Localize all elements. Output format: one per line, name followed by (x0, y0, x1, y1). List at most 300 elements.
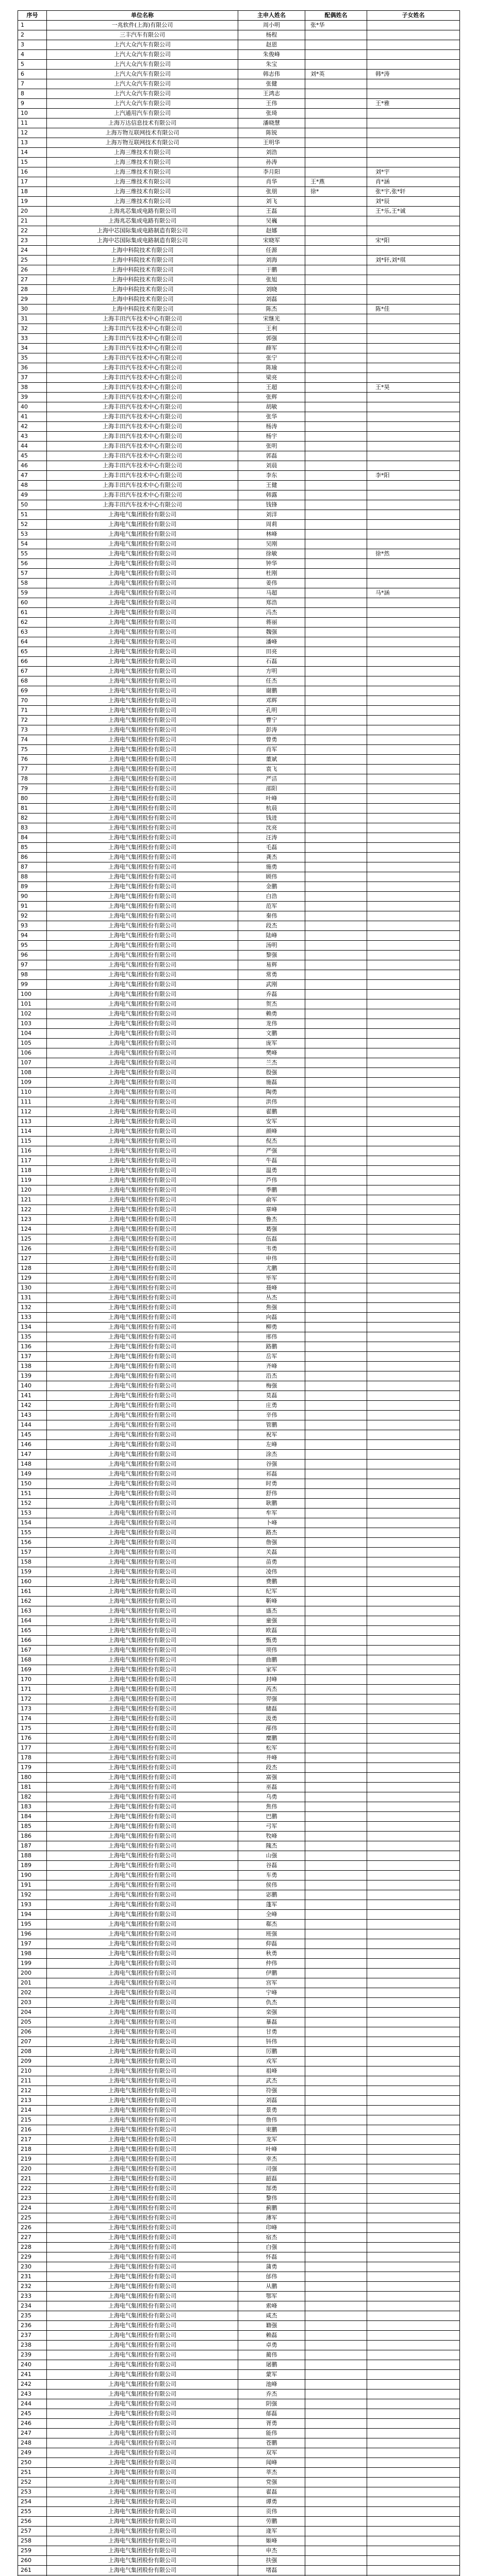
cell-child-name (367, 1841, 460, 1851)
table-row (18, 2527, 460, 2536)
cell-child-name: 陈*佳 (367, 304, 460, 314)
table-row (18, 2018, 460, 2027)
cell-unit-name: 上海电气集团股份有限公司 (47, 2184, 238, 2194)
table-row (18, 402, 460, 412)
cell-no: 173 (18, 1704, 47, 1714)
cell-unit-name: 上海电气集团股份有限公司 (47, 745, 238, 755)
cell-spouse-name (305, 1371, 367, 1381)
cell-spouse-name (305, 1489, 367, 1499)
cell-spouse-name (305, 2311, 367, 2321)
cell-no: 92 (18, 911, 47, 921)
cell-spouse-name (305, 432, 367, 442)
cell-child-name (367, 1743, 460, 1753)
cell-no: 249 (18, 2448, 47, 2458)
cell-child-name (367, 1920, 460, 1929)
cell-no: 190 (18, 1871, 47, 1880)
cell-spouse-name (305, 1420, 367, 1430)
cell-unit-name: 上海电气集团股份有限公司 (47, 530, 238, 539)
cell-applicant-name: 钱锋 (238, 500, 305, 510)
cell-unit-name: 上海三维技术有限公司 (47, 197, 238, 207)
cell-child-name (367, 216, 460, 226)
cell-unit-name: 上海电气集团股份有限公司 (47, 1734, 238, 1743)
cell-spouse-name (305, 138, 367, 148)
cell-applicant-name: 柳勇 (238, 1323, 305, 1332)
cell-child-name (367, 1068, 460, 1078)
cell-applicant-name: 籍强 (238, 2321, 305, 2331)
cell-no: 141 (18, 1391, 47, 1401)
cell-no: 16 (18, 167, 47, 177)
cell-unit-name: 上海电气集团股份有限公司 (47, 2301, 238, 2311)
cell-applicant-name: 储磊 (238, 1704, 305, 1714)
table-row (18, 882, 460, 892)
cell-no: 144 (18, 1420, 47, 1430)
cell-applicant-name: 杨宇 (238, 432, 305, 442)
cell-spouse-name (305, 520, 367, 530)
cell-applicant-name: 童强 (238, 1616, 305, 1626)
cell-child-name (367, 706, 460, 716)
cell-unit-name: 上海电气集团股份有限公司 (47, 980, 238, 990)
table-row (18, 50, 460, 60)
cell-unit-name: 上海电气集团股份有限公司 (47, 2174, 238, 2184)
cell-applicant-name: 郭磊 (238, 451, 305, 461)
cell-applicant-name: 弓军 (238, 1822, 305, 1832)
table-row (18, 2321, 460, 2331)
cell-spouse-name (305, 2487, 367, 2497)
cell-no: 154 (18, 1518, 47, 1528)
cell-unit-name: 上汽大众汽车有限公司 (47, 99, 238, 109)
table-row (18, 1509, 460, 1518)
cell-applicant-name: 任源 (238, 246, 305, 256)
cell-applicant-name: 汤明 (238, 941, 305, 951)
table-row (18, 2076, 460, 2086)
table-row (18, 490, 460, 500)
table-row (18, 1724, 460, 1734)
cell-applicant-name: 仰磊 (238, 1939, 305, 1949)
table-row (18, 1205, 460, 1215)
cell-no: 234 (18, 2301, 47, 2311)
cell-unit-name: 上海电气集团股份有限公司 (47, 1920, 238, 1929)
cell-applicant-name: 咸杰 (238, 2311, 305, 2321)
table-row (18, 1959, 460, 1969)
cell-unit-name: 上海丰田汽车技术中心有限公司 (47, 432, 238, 442)
cell-applicant-name: 翟磊 (238, 2487, 305, 2497)
cell-no: 217 (18, 2135, 47, 2145)
table-row (18, 1714, 460, 1724)
table-row (18, 314, 460, 324)
cell-unit-name: 上海电气集团股份有限公司 (47, 1450, 238, 1460)
cell-spouse-name (305, 1538, 367, 1548)
cell-spouse-name (305, 2204, 367, 2213)
table-row (18, 40, 460, 50)
table-row (18, 814, 460, 823)
cell-unit-name: 上海电气集团股份有限公司 (47, 2370, 238, 2380)
cell-applicant-name: 宋继光 (238, 314, 305, 324)
table-row (18, 637, 460, 647)
cell-spouse-name (305, 921, 367, 931)
cell-no: 245 (18, 2409, 47, 2419)
table-row (18, 1391, 460, 1401)
cell-no: 20 (18, 207, 47, 216)
cell-no: 192 (18, 1890, 47, 1900)
cell-child-name (367, 902, 460, 911)
table-row (18, 902, 460, 911)
table-row (18, 1371, 460, 1381)
cell-child-name (367, 128, 460, 138)
cell-no: 105 (18, 1039, 47, 1048)
cell-unit-name: 上海电气集团股份有限公司 (47, 951, 238, 960)
cell-no: 8 (18, 89, 47, 99)
cell-no: 133 (18, 1313, 47, 1323)
table-row (18, 2096, 460, 2106)
cell-child-name (367, 2262, 460, 2272)
cell-spouse-name (305, 1694, 367, 1704)
table-row (18, 1489, 460, 1499)
cell-child-name (367, 1636, 460, 1646)
cell-applicant-name: 齐峰 (238, 1362, 305, 1371)
cell-unit-name: 上海丰田汽车技术中心有限公司 (47, 422, 238, 432)
cell-applicant-name: 党强 (238, 2478, 305, 2487)
cell-child-name (367, 784, 460, 794)
cell-no: 117 (18, 1156, 47, 1166)
cell-child-name (367, 608, 460, 618)
cell-spouse-name (305, 363, 367, 373)
table-row (18, 1567, 460, 1577)
cell-applicant-name: 王鸿志 (238, 89, 305, 99)
cell-child-name (367, 2027, 460, 2037)
table-row (18, 1088, 460, 1097)
table-row (18, 1616, 460, 1626)
cell-spouse-name (305, 1900, 367, 1910)
cell-no: 107 (18, 1058, 47, 1068)
cell-child-name (367, 1371, 460, 1381)
cell-no: 174 (18, 1714, 47, 1724)
cell-no: 137 (18, 1352, 47, 1362)
cell-applicant-name: 施勇 (238, 862, 305, 872)
table-row (18, 2027, 460, 2037)
table-row (18, 2438, 460, 2448)
table-row (18, 1430, 460, 1440)
cell-child-name (367, 1362, 460, 1371)
cell-spouse-name (305, 2213, 367, 2223)
table-row (18, 1342, 460, 1352)
cell-spouse-name (305, 1058, 367, 1068)
cell-applicant-name: 池峰 (238, 2380, 305, 2389)
cell-child-name (367, 970, 460, 980)
cell-unit-name: 上海电气集团股份有限公司 (47, 579, 238, 588)
cell-unit-name: 上海电气集团股份有限公司 (47, 1655, 238, 1665)
cell-no: 70 (18, 696, 47, 706)
table-row (18, 2213, 460, 2223)
cell-unit-name: 上海电气集团股份有限公司 (47, 520, 238, 530)
cell-applicant-name: 龙伟 (238, 1019, 305, 1029)
cell-no: 129 (18, 1274, 47, 1283)
cell-no: 23 (18, 236, 47, 246)
cell-applicant-name: 刘浩 (238, 148, 305, 158)
table-row (18, 1058, 460, 1068)
cell-applicant-name: 潘峰 (238, 637, 305, 647)
cell-child-name (367, 1665, 460, 1675)
cell-child-name (367, 2497, 460, 2507)
cell-child-name (367, 2292, 460, 2301)
cell-no: 127 (18, 1254, 47, 1264)
table-row (18, 265, 460, 275)
cell-spouse-name (305, 804, 367, 814)
cell-child-name (367, 1616, 460, 1626)
cell-unit-name: 上海万物互联网技术有限公司 (47, 138, 238, 148)
cell-spouse-name (305, 1283, 367, 1293)
cell-child-name (367, 1959, 460, 1969)
cell-spouse-name (305, 902, 367, 911)
cell-child-name (367, 1303, 460, 1313)
cell-unit-name: 上海电气集团股份有限公司 (47, 2272, 238, 2282)
cell-no: 58 (18, 579, 47, 588)
cell-no: 235 (18, 2311, 47, 2321)
table-row (18, 1303, 460, 1313)
table-row (18, 1029, 460, 1039)
cell-no: 218 (18, 2145, 47, 2155)
table-row (18, 1861, 460, 1871)
cell-no: 232 (18, 2282, 47, 2292)
cell-spouse-name (305, 422, 367, 432)
cell-no: 21 (18, 216, 47, 226)
table-row (18, 1323, 460, 1332)
cell-no: 157 (18, 1548, 47, 1557)
cell-child-name (367, 451, 460, 461)
cell-unit-name: 上海电气集团股份有限公司 (47, 970, 238, 980)
cell-no: 181 (18, 1783, 47, 1792)
cell-unit-name: 上海中科院技术有限公司 (47, 295, 238, 304)
cell-child-name (367, 1714, 460, 1724)
cell-no: 35 (18, 353, 47, 363)
cell-unit-name: 上海电气集团股份有限公司 (47, 2076, 238, 2086)
cell-unit-name: 上海电气集团股份有限公司 (47, 588, 238, 598)
cell-applicant-name: 林峰 (238, 530, 305, 539)
table-row (18, 608, 460, 618)
cell-spouse-name (305, 1792, 367, 1802)
cell-child-name (367, 1019, 460, 1029)
cell-spouse-name (305, 579, 367, 588)
cell-no: 166 (18, 1636, 47, 1646)
cell-applicant-name: 段杰 (238, 921, 305, 931)
cell-child-name (367, 1234, 460, 1244)
cell-unit-name: 上海电气集团股份有限公司 (47, 804, 238, 814)
cell-spouse-name (305, 285, 367, 295)
cell-child-name (367, 1146, 460, 1156)
cell-no: 40 (18, 402, 47, 412)
table-row (18, 109, 460, 118)
cell-applicant-name: 焦强 (238, 1303, 305, 1313)
table-row (18, 1009, 460, 1019)
cell-spouse-name (305, 1293, 367, 1303)
cell-applicant-name: 周小明 (238, 21, 305, 30)
cell-applicant-name: 贺杰 (238, 999, 305, 1009)
cell-applicant-name: 叶峰 (238, 2145, 305, 2155)
cell-applicant-name: 秋勇 (238, 1949, 305, 1959)
cell-spouse-name (305, 99, 367, 109)
cell-spouse-name (305, 569, 367, 579)
cell-no: 246 (18, 2419, 47, 2429)
table-row (18, 833, 460, 843)
cell-applicant-name: 厉鹏 (238, 2047, 305, 2057)
cell-spouse-name (305, 2106, 367, 2115)
cell-child-name (367, 1156, 460, 1166)
cell-unit-name: 上海电气集团股份有限公司 (47, 2507, 238, 2517)
cell-no: 29 (18, 295, 47, 304)
cell-no: 4 (18, 50, 47, 60)
table-row (18, 1234, 460, 1244)
cell-unit-name: 上海电气集团股份有限公司 (47, 2135, 238, 2145)
table-row (18, 1587, 460, 1597)
table-row (18, 60, 460, 70)
cell-spouse-name (305, 295, 367, 304)
cell-spouse-name (305, 79, 367, 89)
table-row (18, 2468, 460, 2478)
cell-child-name (367, 1753, 460, 1763)
cell-child-name (367, 2360, 460, 2370)
cell-unit-name: 上海电气集团股份有限公司 (47, 1773, 238, 1783)
table-row (18, 1920, 460, 1929)
cell-unit-name: 上海电气集团股份有限公司 (47, 2086, 238, 2096)
table-row (18, 1626, 460, 1636)
cell-applicant-name: 全峰 (238, 1910, 305, 1920)
cell-child-name (367, 1381, 460, 1391)
cell-spouse-name (305, 2527, 367, 2536)
cell-applicant-name: 仲伟 (238, 1959, 305, 1969)
cell-applicant-name: 安军 (238, 1117, 305, 1127)
table-row (18, 2517, 460, 2527)
cell-no: 81 (18, 804, 47, 814)
cell-spouse-name (305, 608, 367, 618)
cell-child-name (367, 50, 460, 60)
cell-no: 238 (18, 2341, 47, 2350)
cell-unit-name: 上海电气集团股份有限公司 (47, 2145, 238, 2155)
cell-applicant-name: 张辉 (238, 393, 305, 402)
cell-no: 89 (18, 882, 47, 892)
cell-unit-name: 上海电气集团股份有限公司 (47, 628, 238, 637)
cell-no: 214 (18, 2106, 47, 2115)
table-row (18, 1146, 460, 1156)
cell-child-name (367, 2145, 460, 2155)
cell-child-name (367, 1479, 460, 1489)
cell-child-name (367, 344, 460, 353)
cell-no: 85 (18, 843, 47, 853)
cell-child-name (367, 1078, 460, 1088)
cell-applicant-name: 王利 (238, 324, 305, 334)
cell-spouse-name (305, 2370, 367, 2380)
cell-unit-name: 上汽大众汽车有限公司 (47, 89, 238, 99)
table-row (18, 2115, 460, 2125)
cell-no: 213 (18, 2096, 47, 2106)
cell-child-name (367, 1998, 460, 2008)
cell-spouse-name (305, 1029, 367, 1039)
cell-no: 94 (18, 931, 47, 941)
cell-spouse-name (305, 1567, 367, 1577)
cell-no: 37 (18, 373, 47, 383)
cell-no: 64 (18, 637, 47, 647)
cell-spouse-name (305, 1597, 367, 1606)
cell-spouse-name (305, 2566, 367, 2575)
cell-unit-name: 上海电气集团股份有限公司 (47, 921, 238, 931)
cell-spouse-name (305, 970, 367, 980)
table-row (18, 2243, 460, 2252)
cell-child-name (367, 2252, 460, 2262)
cell-no: 147 (18, 1450, 47, 1460)
cell-unit-name: 上海电气集团股份有限公司 (47, 1332, 238, 1342)
table-row (18, 1694, 460, 1704)
cell-no: 130 (18, 1283, 47, 1293)
cell-spouse-name (305, 794, 367, 804)
cell-child-name (367, 2057, 460, 2066)
cell-no: 261 (18, 2566, 47, 2575)
table-header-row (18, 11, 460, 21)
cell-no: 106 (18, 1048, 47, 1058)
cell-unit-name: 上海电气集团股份有限公司 (47, 1597, 238, 1606)
cell-no: 153 (18, 1509, 47, 1518)
table-row (18, 911, 460, 921)
cell-child-name: 刘*辰 (367, 197, 460, 207)
cell-unit-name: 上海电气集团股份有限公司 (47, 1489, 238, 1499)
table-row (18, 2145, 460, 2155)
cell-child-name (367, 1880, 460, 1890)
cell-spouse-name (305, 2546, 367, 2556)
table-row (18, 2066, 460, 2076)
cell-unit-name: 上海电气集团股份有限公司 (47, 1401, 238, 1411)
cell-spouse-name (305, 2057, 367, 2066)
cell-unit-name: 上海电气集团股份有限公司 (47, 1107, 238, 1117)
table-row (18, 1822, 460, 1832)
cell-child-name (367, 862, 460, 872)
cell-child-name (367, 1185, 460, 1195)
cell-child-name (367, 657, 460, 667)
cell-unit-name: 上海电气集团股份有限公司 (47, 1411, 238, 1420)
cell-applicant-name: 冯杰 (238, 608, 305, 618)
cell-spouse-name (305, 2125, 367, 2135)
cell-spouse-name (305, 1861, 367, 1871)
cell-no: 116 (18, 1146, 47, 1156)
cell-spouse-name (305, 765, 367, 774)
cell-no: 204 (18, 2008, 47, 2018)
cell-unit-name: 上海电气集团股份有限公司 (47, 1313, 238, 1323)
cell-applicant-name: 鄂军 (238, 2292, 305, 2301)
cell-child-name (367, 598, 460, 608)
cell-spouse-name (305, 1910, 367, 1920)
cell-child-name (367, 2194, 460, 2204)
cell-no: 39 (18, 393, 47, 402)
cell-unit-name: 上海电气集团股份有限公司 (47, 1822, 238, 1832)
cell-applicant-name: 符强 (238, 2086, 305, 2096)
cell-spouse-name (305, 353, 367, 363)
cell-applicant-name: 赖磊 (238, 2331, 305, 2341)
cell-unit-name: 上海电气集团股份有限公司 (47, 2008, 238, 2018)
cell-no: 239 (18, 2350, 47, 2360)
cell-applicant-name: 甄勇 (238, 1636, 305, 1646)
cell-applicant-name: 尤鹏 (238, 1264, 305, 1274)
cell-spouse-name (305, 1019, 367, 1029)
table-row (18, 1665, 460, 1675)
table-row (18, 1078, 460, 1088)
cell-applicant-name: 陈瑜 (238, 363, 305, 373)
cell-unit-name: 上海电气集团股份有限公司 (47, 2419, 238, 2429)
cell-no: 256 (18, 2517, 47, 2527)
cell-spouse-name (305, 1959, 367, 1969)
cell-child-name: 王*乐,王*诚 (367, 207, 460, 216)
cell-unit-name: 上海电气集团股份有限公司 (47, 2389, 238, 2399)
cell-unit-name: 上海电气集团股份有限公司 (47, 1880, 238, 1890)
cell-child-name (367, 1352, 460, 1362)
cell-applicant-name: 怀磊 (238, 2252, 305, 2262)
cell-unit-name: 上海电气集团股份有限公司 (47, 833, 238, 843)
cell-applicant-name: 时勇 (238, 1479, 305, 1489)
